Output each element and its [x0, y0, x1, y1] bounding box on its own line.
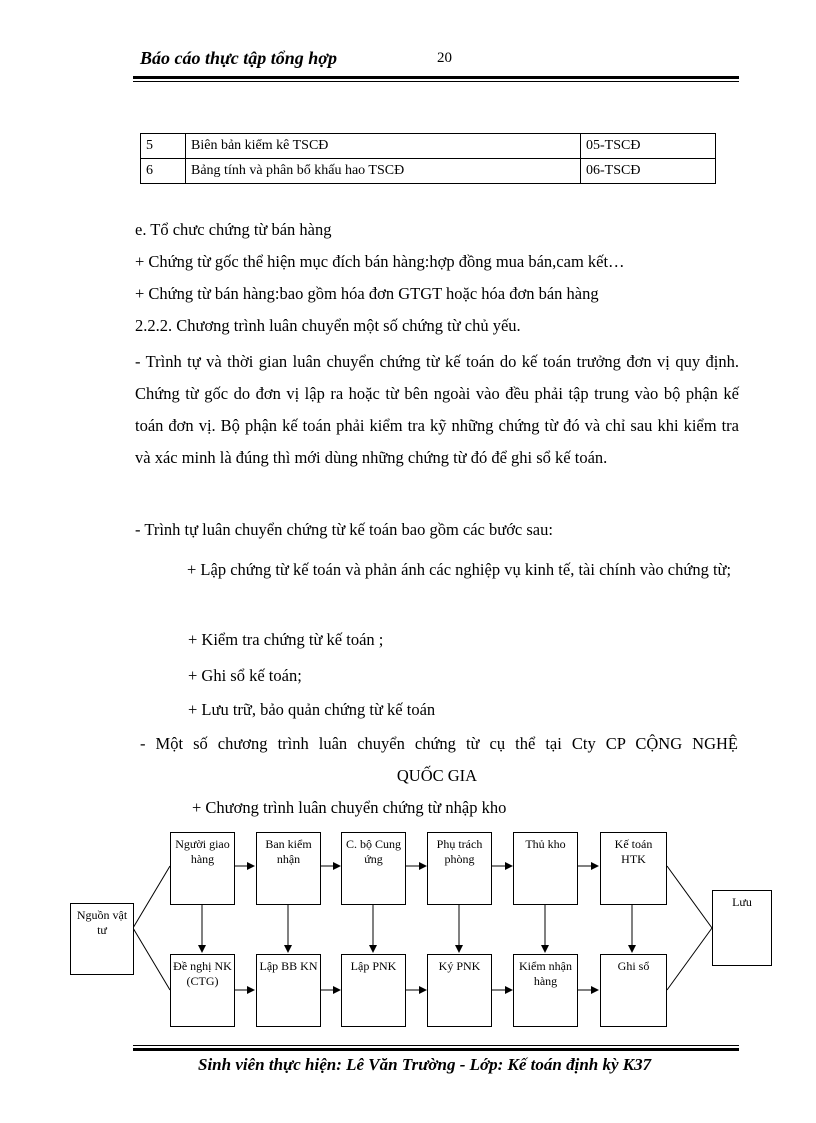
- connector-sink-top: [667, 866, 712, 928]
- paragraph-original-docs: + Chứng từ gốc thể hiện mục đích bán hàng:hợp đồng mua bán,cam kết…: [135, 252, 625, 271]
- flow-box-bottom-6: Ghi sổ: [600, 954, 667, 1027]
- footer-rule-thin: [133, 1045, 739, 1046]
- table-cell-no: 5: [141, 134, 186, 159]
- paragraph-programs-intro: - Một số chương trình luân chuyển chứng từ cụ thể tại Cty CP CỘNG NGHỆ: [140, 734, 738, 753]
- paragraph-step-2: + Kiểm tra chứng từ kế toán ;: [188, 630, 384, 649]
- paragraph-sales-docs-heading: e. Tổ chưc chứng từ bán hàng: [135, 220, 332, 239]
- table-cell-no: 6: [141, 159, 186, 184]
- flow-box-bottom-5: Kiểm nhận hàng: [513, 954, 578, 1027]
- flow-box-bottom-4: Ký PNK: [427, 954, 492, 1027]
- flow-box-top-1: Người giao hàng: [170, 832, 235, 905]
- footer-text: Sinh viên thực hiện: Lê Văn Trường - Lớp: Kế toán định kỳ K37: [198, 1055, 652, 1074]
- flow-box-top-6: Kế toán HTK: [600, 832, 667, 905]
- footer-rule-thick: [133, 1048, 739, 1051]
- connector-sink-bottom: [667, 928, 712, 990]
- table-cell-code: 05-TSCĐ: [581, 134, 716, 159]
- flow-box-top-2: Ban kiểm nhận: [256, 832, 321, 905]
- table-cell-code: 06-TSCĐ: [581, 159, 716, 184]
- paragraph-sales-docs: + Chứng từ bán hàng:bao gồm hóa đơn GTGT hoặc hóa đơn bán hàng: [135, 284, 599, 303]
- flow-box-top-5: Thủ kho: [513, 832, 578, 905]
- paragraph-step-4: + Lưu trữ, bảo quản chứng từ kế toán: [188, 700, 436, 719]
- flow-box-bottom-1: Đề nghị NK (CTG): [170, 954, 235, 1027]
- header-title: Báo cáo thực tập tổng hợp: [140, 48, 337, 68]
- flow-box-top-4: Phụ trách phòng: [427, 832, 492, 905]
- flow-box-bottom-3: Lập PNK: [341, 954, 406, 1027]
- paragraph-import-program: + Chương trình luân chuyển chứng từ nhập kho: [192, 798, 507, 817]
- flow-box-sink: Lưu: [712, 890, 772, 966]
- paragraph-sequence-time: - Trình tự và thời gian luân chuyển chứng từ kế toán do kế toán trưởng đơn vị quy định. Chứng từ gốc do đơn vị lập ra hoặc từ bên ngoài vào đều phải tập trung vào bộ phận kế toán đơn vị. Bộ phận kế toán phải kiểm tra kỹ những chứng từ đó và chỉ sau khi kiểm tra và xác minh là đúng thì mới dùng những chứng từ đó để ghi sổ kế toán.: [135, 352, 739, 467]
- flow-box-top-3: C. bộ Cung ứng: [341, 832, 406, 905]
- connector-source-top: [133, 866, 170, 928]
- paragraph-step-3: + Ghi sổ kế toán;: [188, 666, 302, 685]
- paragraph-steps-intro: - Trình tự luân chuyển chứng từ kế toán bao gồm các bước sau:: [135, 520, 553, 539]
- table-cell-name: Bảng tính và phân bổ khấu hao TSCĐ: [186, 159, 581, 184]
- table-cell-name: Biên bản kiểm kê TSCĐ: [186, 134, 581, 159]
- section-heading-2-2-2: 2.2.2. Chương trình luân chuyển một số chứng từ chủ yếu.: [135, 316, 521, 335]
- paragraph-company-name-end: QUỐC GIA: [396, 766, 478, 785]
- flow-box-source: Nguồn vật tư: [70, 903, 134, 975]
- flow-box-bottom-2: Lập BB KN: [256, 954, 321, 1027]
- page-number: 20: [437, 50, 452, 66]
- paragraph-step-1: + Lập chứng từ kế toán và phản ánh các nghiệp vụ kinh tế, tài chính vào chứng từ;: [187, 560, 732, 579]
- connector-source-bottom: [133, 928, 170, 990]
